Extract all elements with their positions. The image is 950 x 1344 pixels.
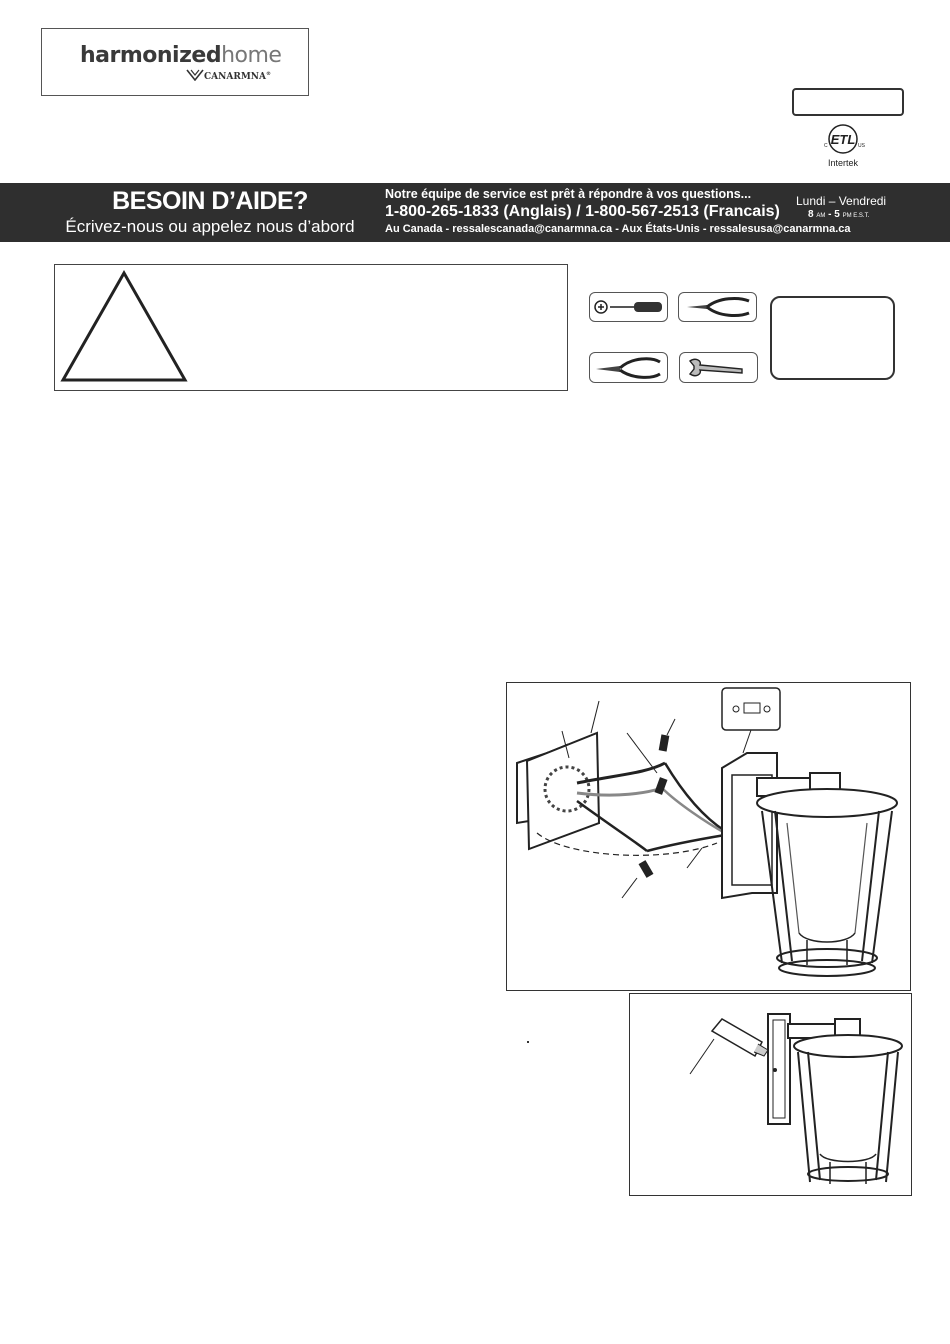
banner-days: Lundi – Vendredi bbox=[796, 194, 887, 208]
banner-service-text: Notre équipe de service est prêt à répondre à vos questions... bbox=[385, 187, 752, 201]
logo-wordmark: harmonizedhome bbox=[80, 43, 282, 68]
help-banner bbox=[0, 183, 950, 242]
banner-subtitle: Écrivez-nous ou appelez nous d’abord bbox=[65, 217, 355, 236]
wiring-diagram-figure bbox=[506, 682, 911, 991]
svg-text:ETL: ETL bbox=[830, 132, 856, 147]
bulb-illustration bbox=[630, 994, 911, 1195]
parts-box bbox=[770, 296, 895, 380]
banner-emails: Au Canada - ressalescanada@canarmna.ca - Aux États-Unis - ressalesusa@canarmna.ca bbox=[385, 223, 851, 235]
pliers-icon bbox=[589, 352, 668, 383]
wiring-illustration bbox=[507, 683, 910, 990]
brand-logo bbox=[41, 28, 309, 96]
wrench-icon bbox=[679, 352, 758, 383]
intertek-label: Intertek bbox=[827, 158, 858, 168]
warning-box bbox=[54, 264, 568, 391]
banner-phone-numbers: 1-800-265-1833 (Anglais) / 1-800-567-2513 (Francais) bbox=[385, 203, 780, 220]
wire-stripper-icon bbox=[678, 292, 757, 322]
canarmna-mark-icon bbox=[186, 69, 204, 81]
screwdriver-icon bbox=[589, 292, 668, 322]
warning-triangle-icon bbox=[59, 267, 189, 389]
decorative-dot bbox=[527, 1041, 529, 1043]
logo-subbrand: CANARMNA® bbox=[204, 71, 272, 82]
banner-hours: 8 AM - 5 PM E.S.T. bbox=[808, 209, 870, 220]
bulb-installation-figure bbox=[629, 993, 912, 1196]
svg-text:US: US bbox=[858, 143, 865, 149]
banner-title: BESOIN D’AIDE? bbox=[112, 187, 308, 215]
model-number-box bbox=[792, 88, 904, 116]
svg-text:C: C bbox=[824, 143, 828, 149]
